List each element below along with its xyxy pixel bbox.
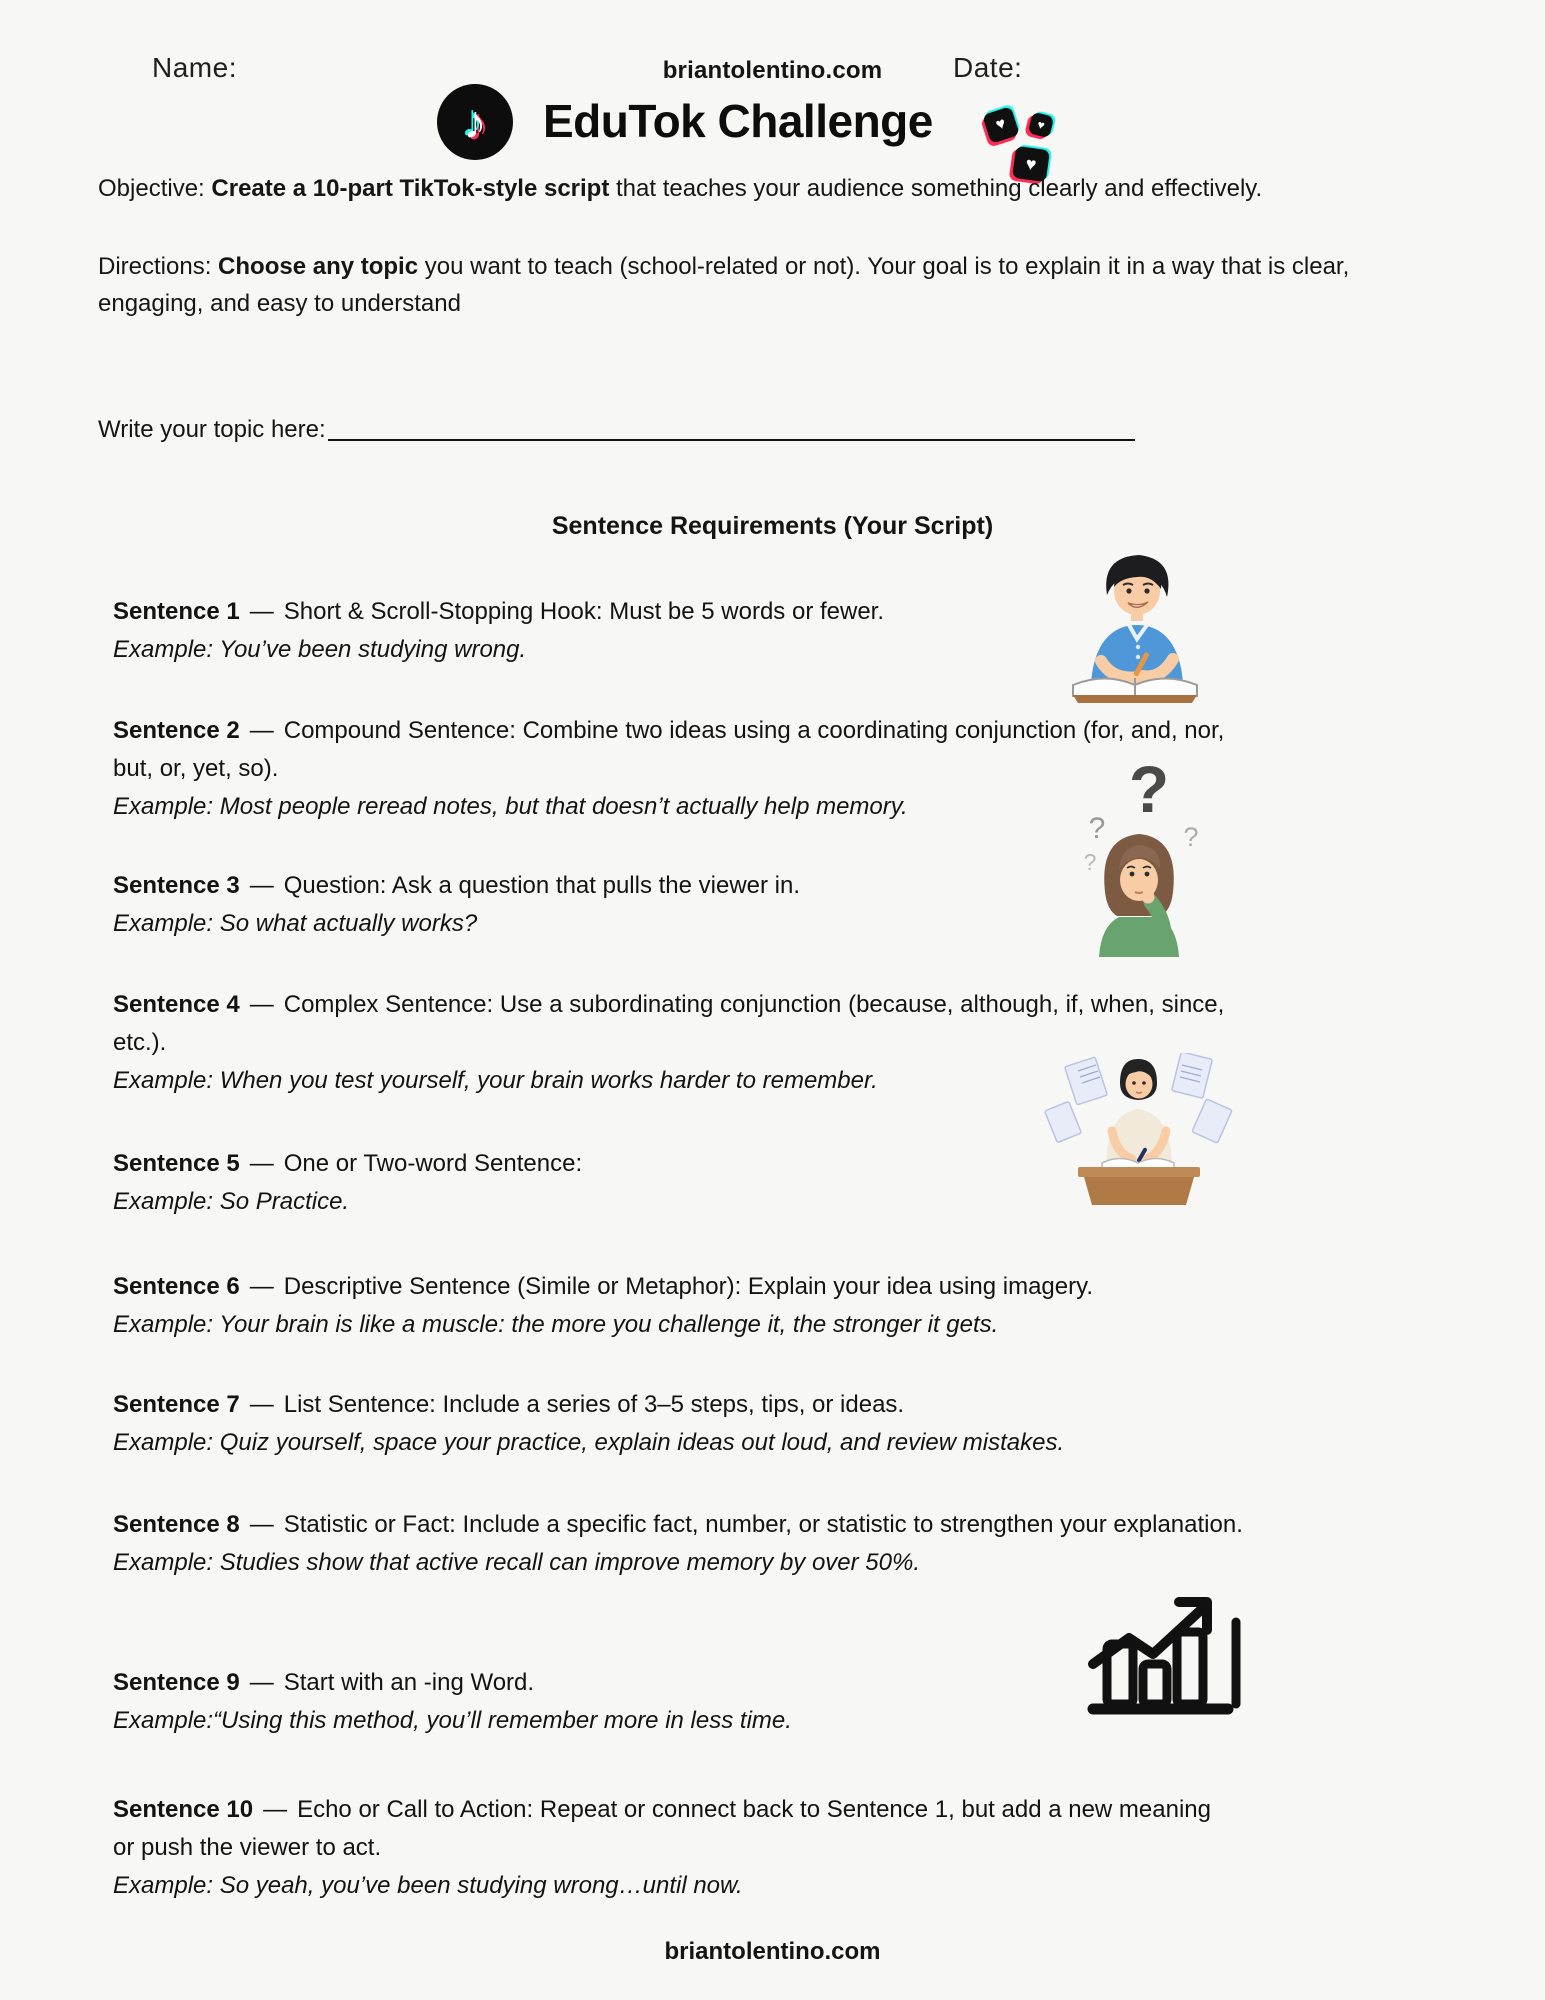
sentence-2-desc: Compound Sentence: Combine two ideas using a coordinating conjunction (for, and, nor, but, or, yet, so). [113,717,1225,782]
sentence-block-10 [113,1791,1213,1905]
objective-text: that teaches your audience something clearly and effectively. [609,175,1263,202]
dash-separator: — [249,1669,274,1696]
sentence-2-label: Sentence 2 [113,717,240,744]
student-at-desk-illustration [1040,1053,1235,1205]
sentence-9-example: Example:“Using this method, you’ll remember more in less time. [113,1707,792,1734]
sentence-block-8 [113,1506,1243,1582]
dash-separator: — [249,1391,274,1418]
sentence-1-label: Sentence 1 [113,598,240,625]
sentence-8-example: Example: Studies show that active recall can improve memory by over 50%. [113,1549,921,1576]
dash-separator: — [263,1796,288,1823]
sentence-2-example: Example: Most people reread notes, but that doesn’t actually help memory. [113,793,908,820]
heart-bubble-icon [1028,112,1055,139]
sentence-1-example: Example: You’ve been studying wrong. [113,636,527,663]
topic-blank-line[interactable] [328,416,1135,441]
topic-label: Write your topic here: [98,416,326,443]
sentence-3-rule [113,867,800,905]
sentence-9-desc: Start with an -ing Word. [283,1669,535,1696]
sentence-3-label: Sentence 3 [113,872,240,899]
sentence-6-example: Example: Your brain is like a muscle: the more you challenge it, the stronger it gets. [113,1311,999,1338]
sentence-7-rule [113,1386,1064,1424]
directions-paragraph [98,248,1398,322]
site-header: briantolentino.com [662,57,883,84]
date-label: Date: [953,52,1023,83]
sentence-4-rule [113,986,1263,1062]
sentence-block-7 [113,1386,1064,1462]
objective-bold-text: Create a 10-part TikTok-style script [211,175,610,202]
sentence-block-9 [113,1664,792,1740]
directions-label: Directions: [98,253,219,280]
dash-separator: — [249,1150,274,1177]
svg-text:?: ? [1128,752,1170,826]
sentence-9-label: Sentence 9 [113,1669,240,1696]
requirements-heading: Sentence Requirements (Your Script) [551,512,994,540]
dash-separator: — [249,717,274,744]
sentence-7-desc: List Sentence: Include a series of 3–5 steps, tips, or ideas. [283,1391,905,1418]
music-note-icon: ♪ [463,96,487,148]
sentence-8-desc: Statistic or Fact: Include a specific fact, number, or statistic to strengthen your explanation. [283,1511,1243,1538]
svg-text:?: ? [1088,812,1106,845]
objective-paragraph [98,170,1262,207]
sentence-10-desc: Echo or Call to Action: Repeat or connect back to Sentence 1, but add a new meaning or push the viewer to act. [113,1796,1211,1861]
sentence-8-rule [113,1506,1243,1544]
sentence-10-label: Sentence 10 [113,1796,254,1823]
sentence-3-example: Example: So what actually works? [113,910,478,937]
growth-chart-icon [1085,1566,1245,1716]
sentence-block-5 [113,1145,582,1221]
sentence-7-label: Sentence 7 [113,1391,240,1418]
dash-separator: — [249,1273,274,1300]
topic-row [98,416,1135,444]
objective-label: Objective: [98,175,212,202]
svg-text:?: ? [1083,849,1097,875]
tiktok-logo-icon [437,84,513,160]
sentence-block-1 [113,593,884,669]
directions-text: you want to teach (school-related or not). Your goal is to explain it in a way that is clear, engaging, and easy to understand [98,253,1350,317]
thinking-woman-illustration [1075,742,1205,957]
sentence-4-label: Sentence 4 [113,991,240,1018]
dash-separator: — [249,991,274,1018]
heart-bubble-icon [982,106,1020,144]
directions-bold-text: Choose any topic [218,253,419,280]
sentence-9-rule [113,1664,792,1702]
heart-icon: ♥ [1035,117,1047,133]
sentence-10-example: Example: So yeah, you’ve been studying wrong…until now. [113,1872,743,1899]
heart-icon: ♥ [993,114,1008,135]
sentence-5-desc: One or Two-word Sentence: [283,1150,583,1177]
sentence-6-label: Sentence 6 [113,1273,240,1300]
sentence-3-desc: Question: Ask a question that pulls the viewer in. [283,872,801,899]
sentence-10-rule [113,1791,1213,1867]
svg-text:?: ? [1183,822,1199,852]
sentence-6-rule [113,1268,1093,1306]
footer-site-link: briantolentino.com [664,1938,881,1965]
page-title: EduTok Challenge [543,95,933,147]
dash-separator: — [249,872,274,899]
dash-separator: — [249,1511,274,1538]
sentence-5-label: Sentence 5 [113,1150,240,1177]
sentence-5-example: Example: So Practice. [113,1188,350,1215]
boy-writing-illustration [1055,545,1215,705]
sentence-block-3 [113,867,800,943]
sentence-8-label: Sentence 8 [113,1511,240,1538]
heart-icon: ♥ [1024,152,1038,175]
sentence-7-example: Example: Quiz yourself, space your practice, explain ideas out loud, and review mistakes. [113,1429,1065,1456]
sentence-4-desc: Complex Sentence: Use a subordinating conjunction (because, although, if, when, since, etc.). [113,991,1225,1056]
sentence-5-rule [113,1145,582,1183]
sentence-1-desc: Short & Scroll-Stopping Hook: Must be 5 words or fewer. [283,598,885,625]
sentence-6-desc: Descriptive Sentence (Simile or Metaphor): Explain your idea using imagery. [283,1273,1093,1300]
dash-separator: — [249,598,274,625]
sentence-block-6 [113,1268,1093,1344]
sentence-4-example: Example: When you test yourself, your brain works harder to remember. [113,1067,878,1094]
sentence-1-rule [113,593,884,631]
name-label: Name: [152,52,237,83]
